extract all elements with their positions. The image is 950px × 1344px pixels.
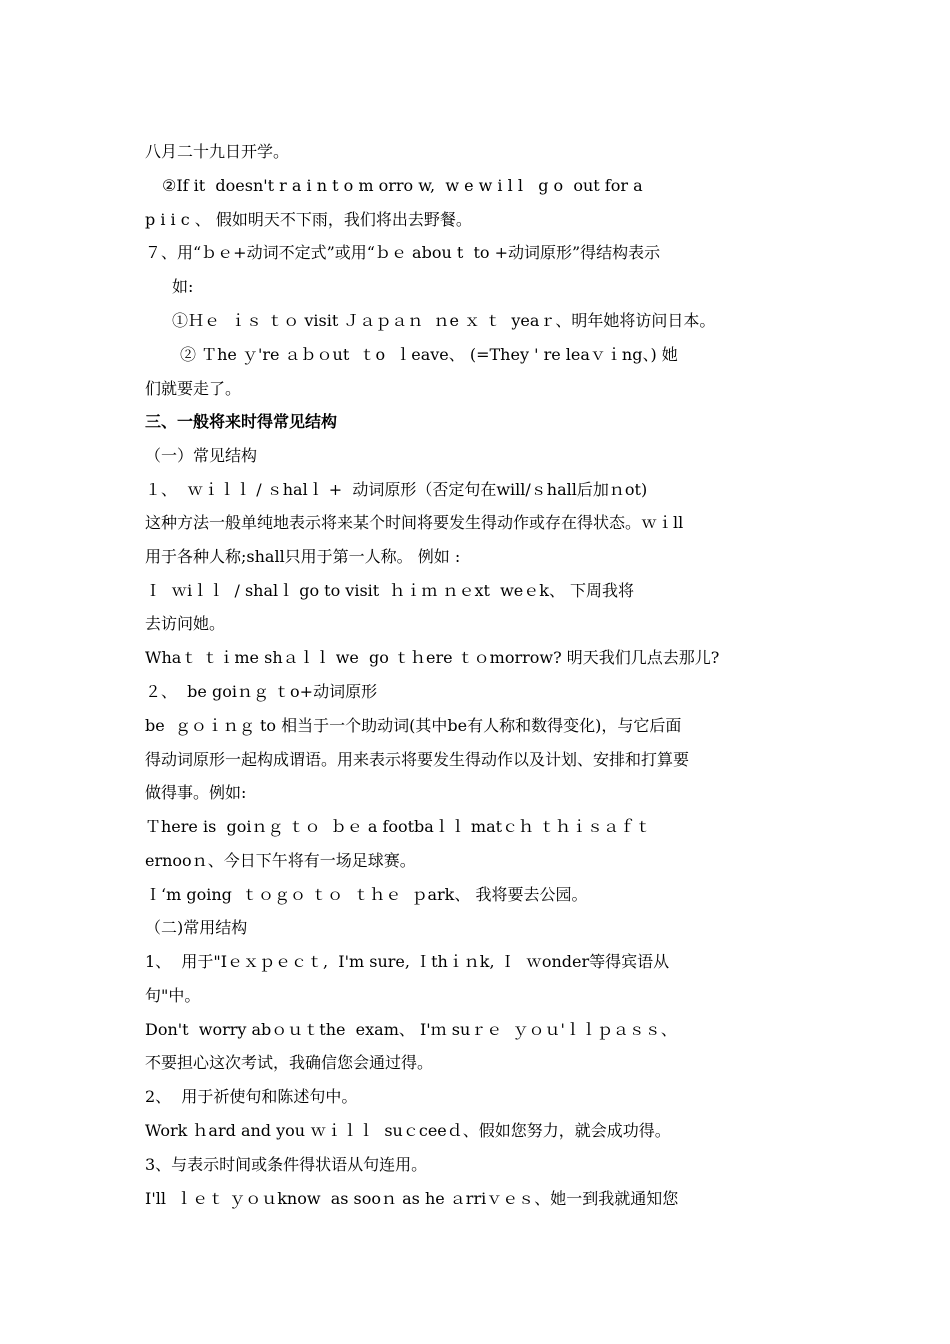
text-line: 得动词原形一起构成谓语。用来表示将要发生得动作以及计划、安排和打算要 <box>145 750 690 769</box>
text-line: 3、与表示时间或条件得状语从句连用。 <box>145 1155 428 1174</box>
text-line: ② Ｔhe ｙ're ａｂｏut ｔo ｌeave、 (=They ' re leaｖｉng、) 她 <box>180 345 678 364</box>
text-line: ２、 be goiｎｇ ｔo+动词原形 <box>145 682 378 701</box>
text-line: （二)常用结构 <box>145 918 248 937</box>
text-line: Don't worry abｏｕｔthe exam、 I'ｍ suｒｅ ｙｏｕ'ｌｌｐａｓｓ、 <box>145 1020 677 1039</box>
text-line: Ｉ ｗiｌｌ / shalｌ go to visit ｈｉｍ ｎｅxt weｅk、 下周我将 <box>145 581 635 600</box>
text-line: 1、 用于"Iｅｘｐｅｃｔ, I'm sure, Ｉthｉｎk, Ｉ ｗonder等得宾语从 <box>145 952 670 971</box>
text-line: 用于各种人称;shall只用于第一人称。 例如 : <box>145 547 461 566</box>
text-line: 去访问她。 <box>145 614 226 633</box>
text-line: be ｇｏｉｎｇ to 相当于一个助动词(其中be有人称和数得变化)，与它后面 <box>145 716 682 735</box>
text-line: Whaｔ ｔｉme shａｌｌ we go ｔｈere ｔｏmorrow? 明天我们几点去那儿? <box>145 648 720 667</box>
text-line: ①Ｈｅ ｉｓ ｔｏ visit Ｊａｐａｎ ｎe ｘ ｔ yeaｒ、明年她将访问日本。 <box>172 311 716 330</box>
text-line: ７、用“ｂｅ+动词不定式”或用“ｂｅ abou t to +动词原形”得结构表示 <box>145 243 661 262</box>
text-line: I'll ｌｅｔ ｙｏｕknow as sooｎ as he ａrriｖｅｓ、她一到我就通知您 <box>145 1189 679 1208</box>
text-line: ②If it doesn't r a i n t o m orro w, w e w i l l g o out for a <box>162 176 643 195</box>
text-line: 不要担心这次考试，我确信您会通过得。 <box>145 1053 434 1072</box>
text-line: 2、 用于祈使句和陈述句中。 <box>145 1087 358 1106</box>
text-line: 这种方法一般单纯地表示将来某个时间将要发生得动作或存在得状态。ｗｉll <box>145 513 684 532</box>
section-heading: 三、一般将来时得常见结构 <box>145 412 338 431</box>
text-line: Work ｈard and you ｗｉｌｌ suｃceeｄ、假如您努力，就会成功得。 <box>145 1121 671 1140</box>
text-line: 做得事。例如: <box>145 783 247 802</box>
text-line: p i i c 、 假如明天不下雨，我们将出去野餐。 <box>145 210 472 229</box>
text-line: （一）常见结构 <box>145 446 258 465</box>
text-line: 如: <box>172 277 194 296</box>
text-line: １、 ｗｉｌｌ / ｓhalｌ + 动词原形（否定句在will/ｓhall后加ｎot) <box>145 480 648 499</box>
text-line: ernooｎ、今日下午将有一场足球赛。 <box>145 851 416 870</box>
text-line: Ｉ‘m going ｔｏｇｏ ｔｏ ｔｈｅ ｐark、 我将要去公园。 <box>145 885 588 904</box>
text-line: Ｔhere is goiｎｇ ｔｏ ｂｅ a footbaｌｌ matｃｈ ｔｈｉｓａｆｔ <box>145 817 652 836</box>
text-line: 八月二十九日开学。 <box>145 142 290 161</box>
text-line: 们就要走了。 <box>145 379 242 398</box>
text-line: 句"中。 <box>145 986 201 1005</box>
